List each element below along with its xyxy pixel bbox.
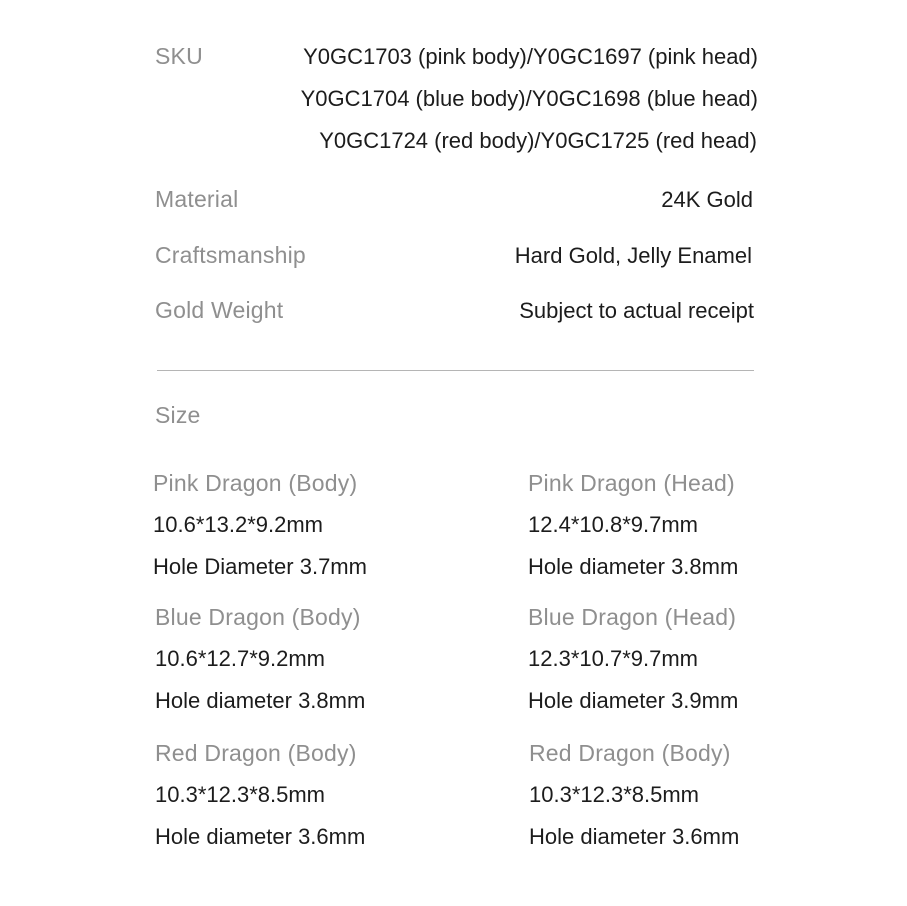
size-item-title: Red Dragon (Body) (529, 740, 731, 766)
size-item-hole: Hole diameter 3.6mm (529, 824, 740, 849)
sku-label: SKU (155, 43, 203, 69)
sku-line-2: Y0GC1704 (blue body)/Y0GC1698 (blue head) (300, 86, 758, 111)
material-value: 24K Gold (661, 187, 753, 212)
craftsmanship-value: Hard Gold, Jelly Enamel (514, 243, 752, 268)
size-heading: Size (155, 402, 201, 428)
size-item-dimensions: 12.4*10.8*9.7mm (528, 512, 698, 537)
section-divider (157, 370, 754, 371)
sku-line-3: Y0GC1724 (red body)/Y0GC1725 (red head) (319, 128, 757, 153)
sku-line-1: Y0GC1703 (pink body)/Y0GC1697 (pink head) (303, 44, 758, 69)
size-item-dimensions: 10.6*13.2*9.2mm (153, 512, 323, 537)
size-item-dimensions: 10.3*12.3*8.5mm (155, 782, 325, 807)
size-item-dimensions: 10.3*12.3*8.5mm (529, 782, 699, 807)
craftsmanship-label: Craftsmanship (155, 242, 306, 268)
size-item-hole: Hole diameter 3.8mm (155, 688, 366, 713)
size-item-title: Red Dragon (Body) (155, 740, 357, 766)
material-label: Material (155, 186, 239, 212)
size-item-hole: Hole diameter 3.9mm (528, 688, 739, 713)
size-item-title: Blue Dragon (Body) (155, 604, 361, 630)
size-item-hole: Hole diameter 3.6mm (155, 824, 366, 849)
size-item-dimensions: 12.3*10.7*9.7mm (528, 646, 698, 671)
size-item-hole: Hole diameter 3.8mm (528, 554, 739, 579)
size-item-title: Pink Dragon (Head) (528, 470, 735, 496)
size-item-dimensions: 10.6*12.7*9.2mm (155, 646, 325, 671)
gold-weight-label: Gold Weight (155, 297, 284, 323)
size-item-title: Pink Dragon (Body) (153, 470, 358, 496)
gold-weight-value: Subject to actual receipt (519, 298, 754, 323)
size-item-title: Blue Dragon (Head) (528, 604, 737, 630)
size-item-hole: Hole Diameter 3.7mm (153, 554, 367, 579)
